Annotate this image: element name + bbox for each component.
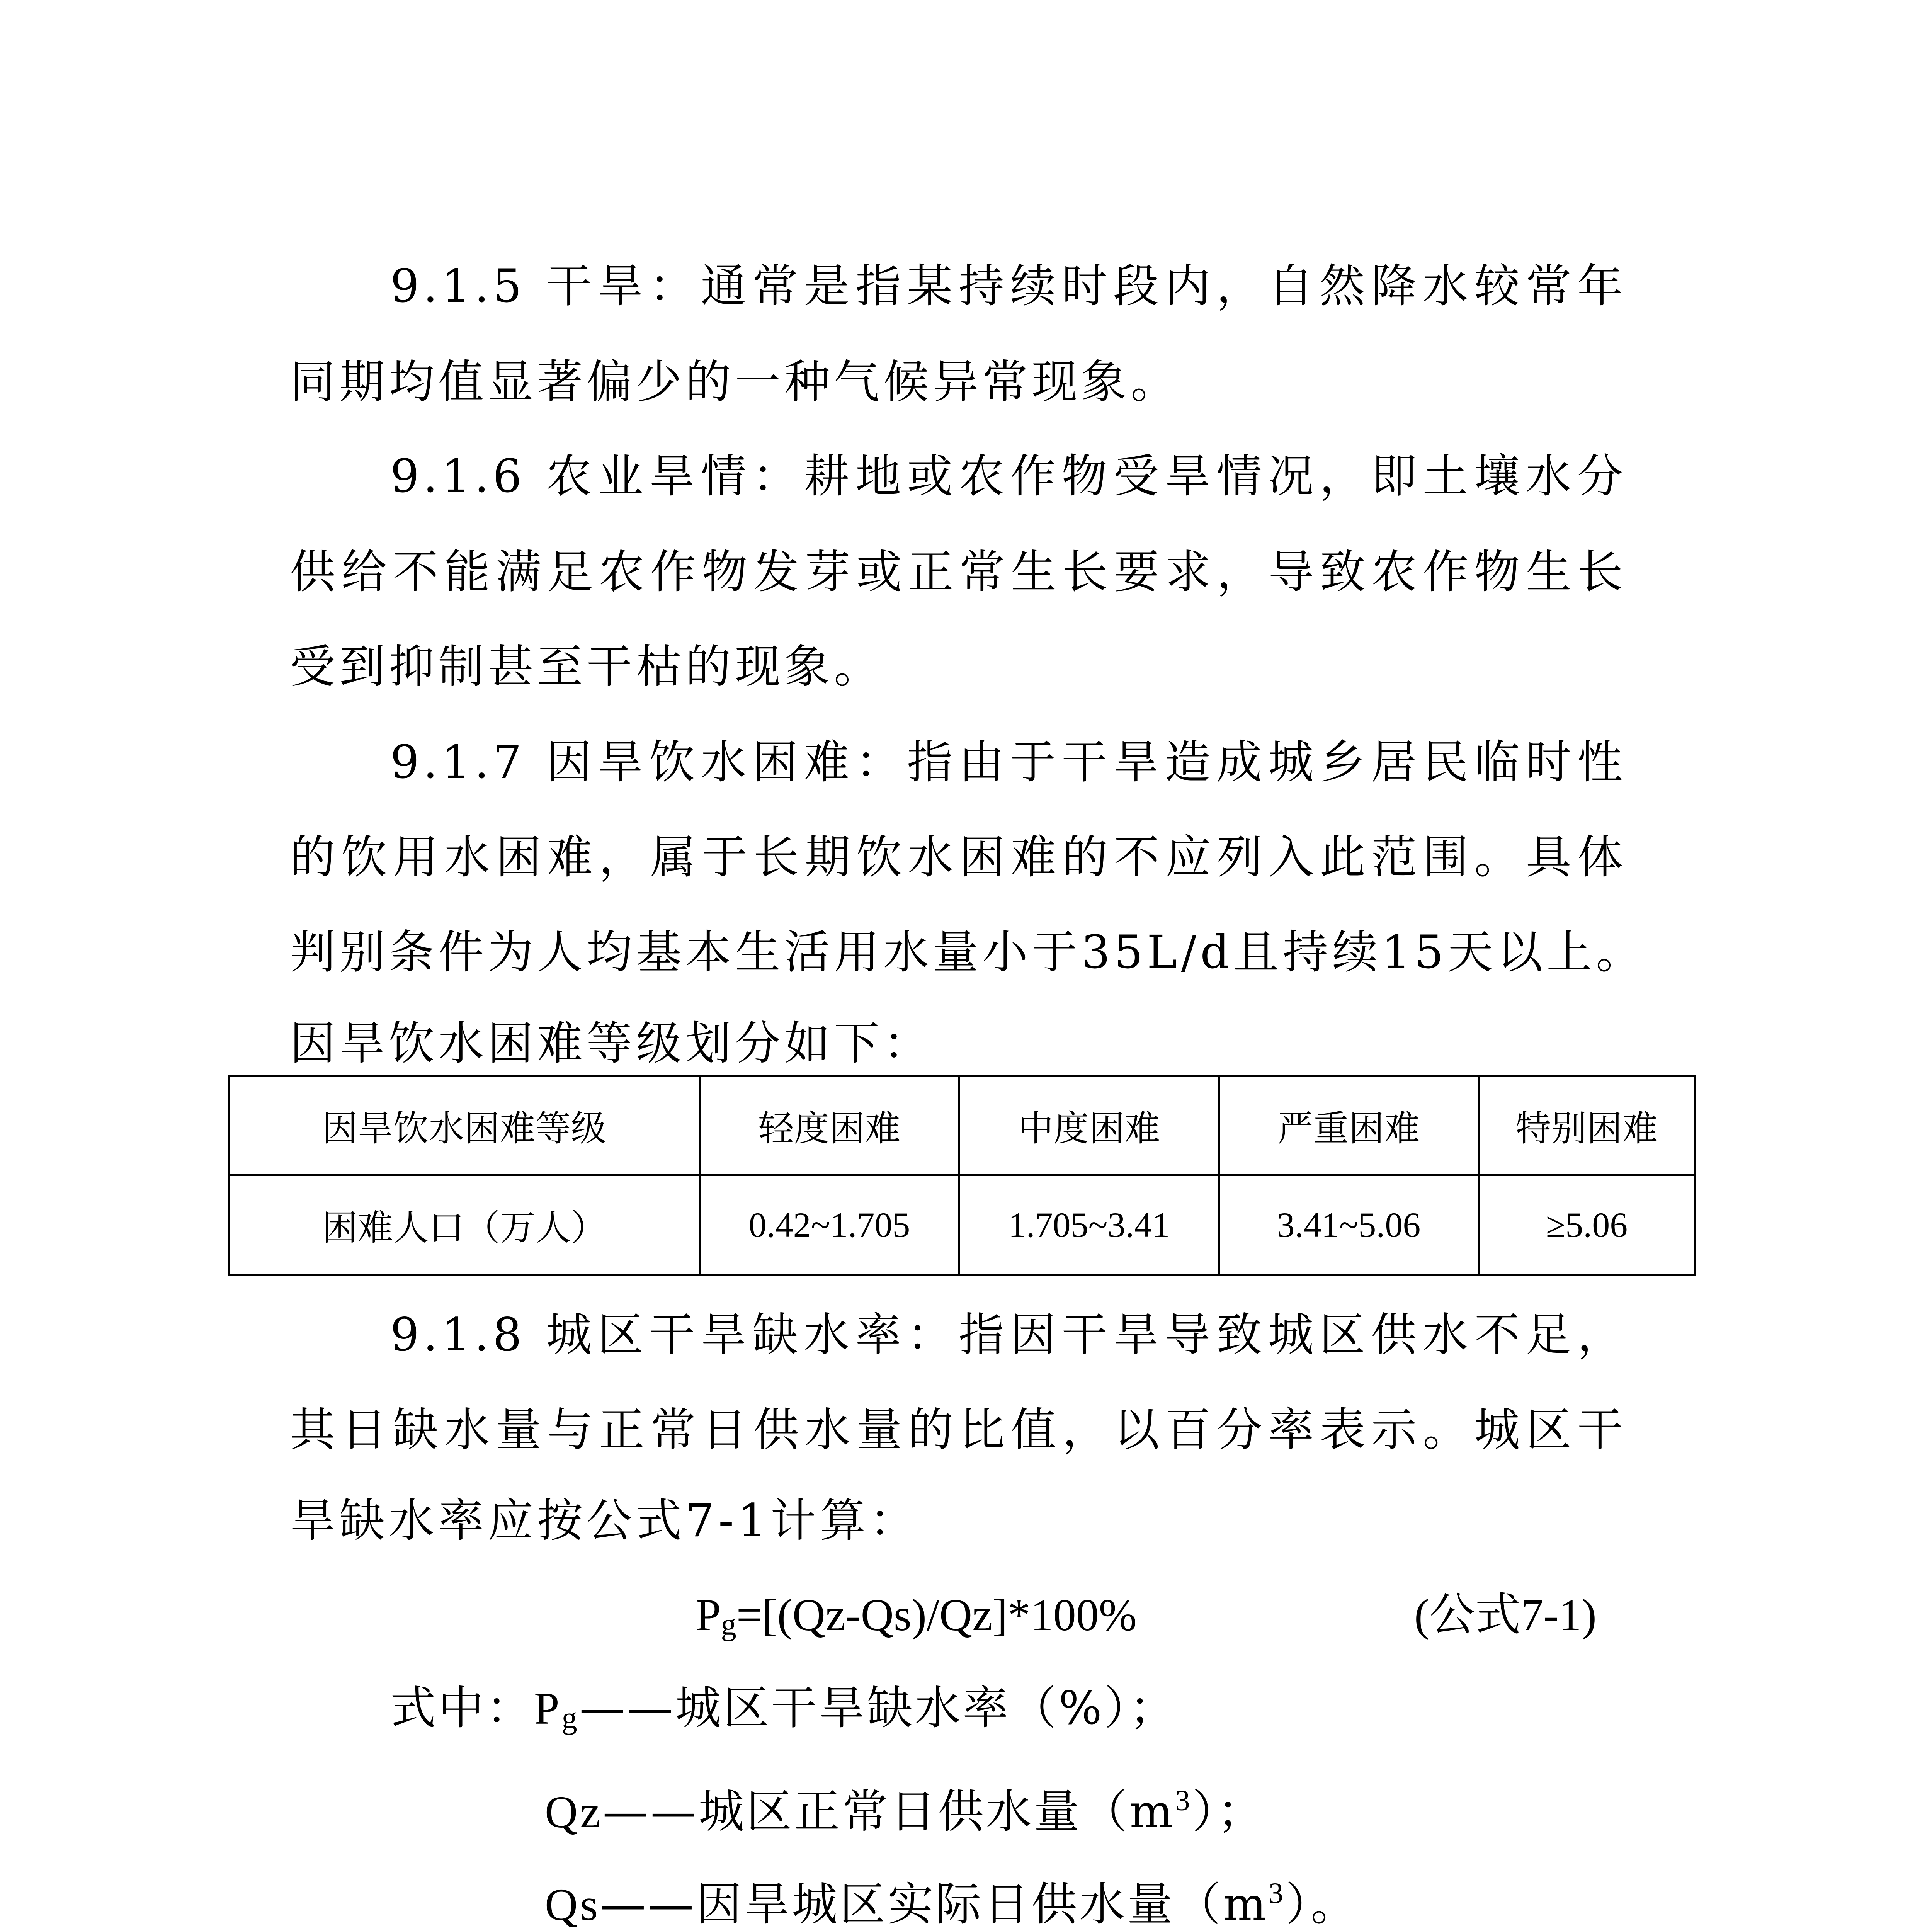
qs-superscript: 3 xyxy=(1269,1877,1286,1910)
table1-header-cell: 严重困难 xyxy=(1219,1076,1479,1175)
table1-data-row xyxy=(229,1175,1695,1275)
formula-lhs-subscript: g xyxy=(721,1608,736,1642)
table1-cell: 困难人口（万人） xyxy=(229,1175,700,1275)
definition-intro: 式中： xyxy=(390,1681,534,1735)
table1-header-cell: 中度困难 xyxy=(959,1076,1219,1175)
pg-symbol: P xyxy=(534,1683,562,1734)
qs-description: ——因旱城区实际日供水量（m xyxy=(600,1878,1269,1931)
qs-symbol: Qs xyxy=(545,1879,600,1930)
table1-header-cell: 因旱饮水困难等级 xyxy=(229,1076,700,1175)
table1-cell: 0.42~1.705 xyxy=(700,1175,959,1275)
table1-header-cell: 轻度困难 xyxy=(700,1076,959,1175)
table1-cell: ≥5.06 xyxy=(1479,1175,1695,1275)
definition-qz xyxy=(545,1774,1265,1839)
formula-label: (公式7-1) xyxy=(1414,1590,1597,1640)
pg-subscript: g xyxy=(561,1701,580,1735)
table1-header-row xyxy=(229,1076,1695,1175)
para-9-1-7-line-3: 判别条件为人均基本生活用水量小于35L/d且持续15天以上。 xyxy=(290,925,1645,979)
qz-description: ——城区正常日供水量（m xyxy=(602,1785,1175,1838)
qz-description-end: ）； xyxy=(1192,1785,1265,1838)
para-9-1-7-line-2: 的饮用水困难，属于长期饮水困难的不应列入此范围。具体 xyxy=(290,830,1627,884)
para-9-1-8-line-2: 其日缺水量与正常日供水量的比值，以百分率表示。城区干 xyxy=(290,1403,1627,1456)
formula-rhs: =[(Qz-Qs)/Qz]*100% xyxy=(736,1590,1137,1640)
para-9-1-8-line-1: 9.1.8 城区干旱缺水率：指因干旱导致城区供水不足， xyxy=(390,1308,1627,1361)
table1-cell: 3.41~5.06 xyxy=(1219,1175,1479,1275)
para-9-1-6-line-1: 9.1.6 农业旱情：耕地或农作物受旱情况，即土壤水分 xyxy=(390,449,1627,503)
table1-cell: 1.705~3.41 xyxy=(959,1175,1219,1275)
qz-symbol: Qz xyxy=(545,1787,603,1837)
para-9-1-6-line-2: 供给不能满足农作物发芽或正常生长要求，导致农作物生长 xyxy=(290,545,1627,599)
para-9-1-5-line-1: 9.1.5 干旱：通常是指某持续时段内，自然降水较常年 xyxy=(390,259,1627,313)
pg-description: ——城区干旱缺水率（%）； xyxy=(579,1681,1177,1735)
definition-pg xyxy=(390,1681,1177,1745)
para-9-1-7-line-4: 因旱饮水困难等级划分如下： xyxy=(290,1017,933,1070)
para-9-1-6-line-3: 受到抑制甚至干枯的现象。 xyxy=(290,640,884,693)
formula-lhs: P xyxy=(696,1590,721,1640)
qz-superscript: 3 xyxy=(1175,1784,1192,1817)
drinking-water-difficulty-table xyxy=(228,1075,1696,1276)
para-9-1-7-line-1: 9.1.7 因旱饮水困难：指由于干旱造成城乡居民临时性 xyxy=(390,735,1627,789)
para-9-1-8-line-3: 旱缺水率应按公式7-1计算： xyxy=(290,1494,919,1547)
qs-description-end: ）。 xyxy=(1286,1878,1359,1931)
definition-qs xyxy=(545,1866,1359,1932)
table1-header-cell: 特别困难 xyxy=(1479,1076,1695,1175)
formula-7-1 xyxy=(696,1588,1137,1652)
para-9-1-5-line-2: 同期均值显著偏少的一种气候异常现象。 xyxy=(290,355,1180,408)
